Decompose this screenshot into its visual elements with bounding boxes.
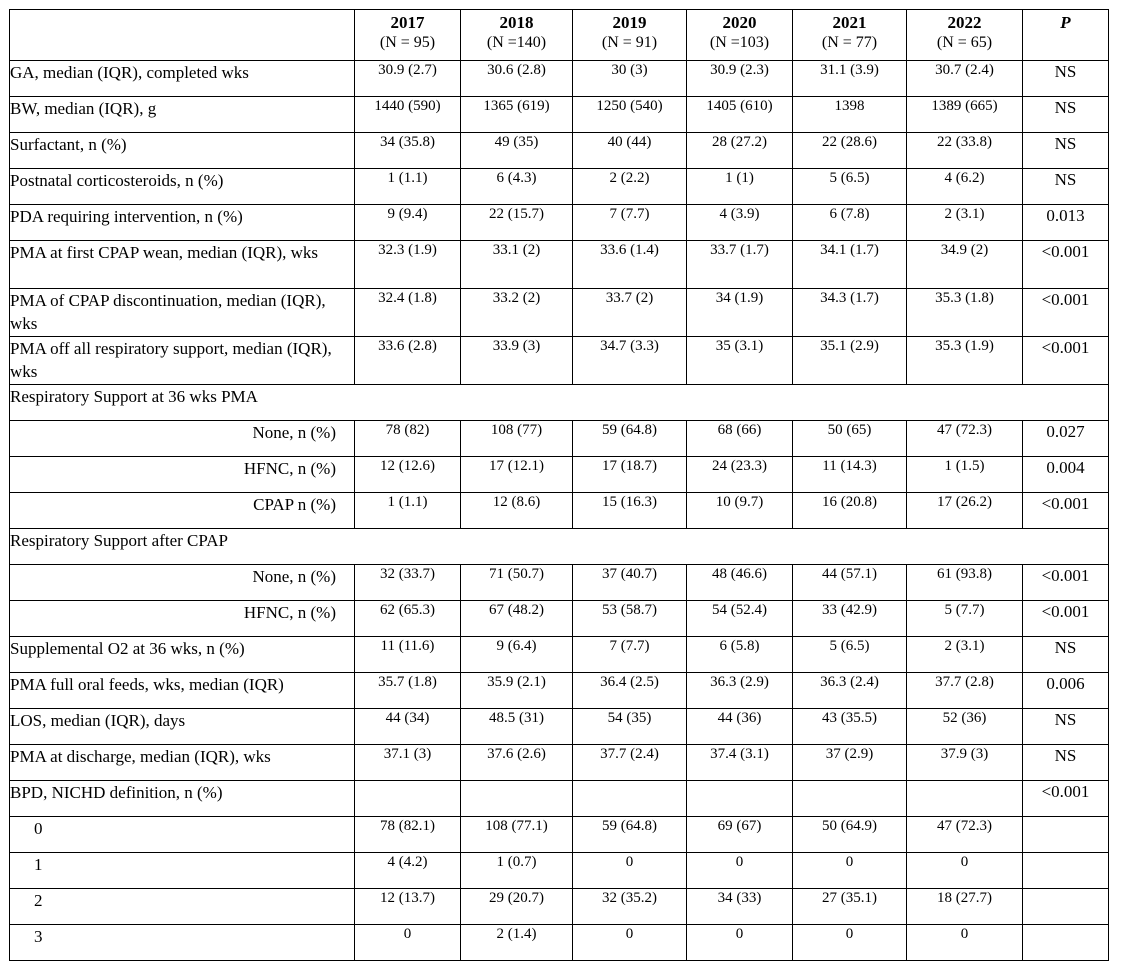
value-cell: 33.6 (1.4) bbox=[573, 241, 687, 289]
value-cell: 59 (64.8) bbox=[573, 421, 687, 457]
row-label: CPAP n (%) bbox=[10, 493, 355, 529]
year-n-label: (N = 91) bbox=[601, 34, 658, 51]
row-label: PMA full oral feeds, wks, median (IQR) bbox=[10, 673, 355, 709]
section-header-row bbox=[10, 385, 1109, 421]
table-row bbox=[10, 889, 1109, 925]
p-value-cell: NS bbox=[1023, 61, 1109, 97]
value-cell: 30.6 (2.8) bbox=[461, 61, 573, 97]
value-cell: 44 (36) bbox=[687, 709, 793, 745]
year-n-label: (N = 65) bbox=[936, 34, 993, 51]
header-year-cell bbox=[687, 10, 793, 61]
value-cell: 0 bbox=[907, 853, 1023, 889]
row-label: Postnatal corticosteroids, n (%) bbox=[10, 169, 355, 205]
value-cell: 69 (67) bbox=[687, 817, 793, 853]
p-value-cell: NS bbox=[1023, 169, 1109, 205]
value-cell: 2 (1.4) bbox=[461, 925, 573, 961]
p-value-cell: 0.027 bbox=[1023, 421, 1109, 457]
value-cell: 33.7 (1.7) bbox=[687, 241, 793, 289]
value-cell: 43 (35.5) bbox=[793, 709, 907, 745]
header-row bbox=[10, 10, 1109, 61]
value-cell: 108 (77.1) bbox=[461, 817, 573, 853]
value-cell: 4 (4.2) bbox=[355, 853, 461, 889]
value-cell: 1389 (665) bbox=[907, 97, 1023, 133]
header-p-cell bbox=[1023, 10, 1109, 61]
value-cell: 31.1 (3.9) bbox=[793, 61, 907, 97]
value-cell bbox=[461, 781, 573, 817]
value-cell: 34.1 (1.7) bbox=[793, 241, 907, 289]
value-cell: 54 (52.4) bbox=[687, 601, 793, 637]
row-label: 0 bbox=[10, 817, 355, 853]
value-cell: 0 bbox=[687, 925, 793, 961]
value-cell bbox=[573, 781, 687, 817]
value-cell: 52 (36) bbox=[907, 709, 1023, 745]
value-cell: 71 (50.7) bbox=[461, 565, 573, 601]
p-value-cell: <0.001 bbox=[1023, 241, 1109, 289]
row-label: BPD, NICHD definition, n (%) bbox=[10, 781, 355, 817]
value-cell: 36.3 (2.9) bbox=[687, 673, 793, 709]
value-cell: 30 (3) bbox=[573, 61, 687, 97]
value-cell: 47 (72.3) bbox=[907, 421, 1023, 457]
table-row bbox=[10, 709, 1109, 745]
value-cell: 4 (6.2) bbox=[907, 169, 1023, 205]
outcomes-table bbox=[9, 9, 1109, 961]
table-row bbox=[10, 205, 1109, 241]
value-cell: 22 (33.8) bbox=[907, 133, 1023, 169]
value-cell: 10 (9.7) bbox=[687, 493, 793, 529]
value-cell bbox=[687, 781, 793, 817]
row-label: LOS, median (IQR), days bbox=[10, 709, 355, 745]
table-row bbox=[10, 169, 1109, 205]
value-cell: 78 (82.1) bbox=[355, 817, 461, 853]
row-label: PMA off all respiratory support, median (IQR), wks bbox=[10, 337, 355, 385]
p-value-cell: NS bbox=[1023, 133, 1109, 169]
row-label: None, n (%) bbox=[10, 565, 355, 601]
value-cell: 0 bbox=[573, 925, 687, 961]
value-cell: 0 bbox=[907, 925, 1023, 961]
value-cell: 2 (3.1) bbox=[907, 637, 1023, 673]
table-row bbox=[10, 637, 1109, 673]
header-year-cell bbox=[461, 10, 573, 61]
value-cell: 36.4 (2.5) bbox=[573, 673, 687, 709]
value-cell: 6 (4.3) bbox=[461, 169, 573, 205]
value-cell: 108 (77) bbox=[461, 421, 573, 457]
value-cell: 32.3 (1.9) bbox=[355, 241, 461, 289]
p-value-cell bbox=[1023, 817, 1109, 853]
value-cell: 54 (35) bbox=[573, 709, 687, 745]
year-label: 2022 bbox=[947, 13, 982, 32]
value-cell: 9 (9.4) bbox=[355, 205, 461, 241]
p-value-cell: <0.001 bbox=[1023, 289, 1109, 337]
p-value-cell bbox=[1023, 853, 1109, 889]
value-cell: 37.7 (2.8) bbox=[907, 673, 1023, 709]
value-cell: 6 (5.8) bbox=[687, 637, 793, 673]
value-cell: 7 (7.7) bbox=[573, 637, 687, 673]
table-row bbox=[10, 565, 1109, 601]
value-cell: 28 (27.2) bbox=[687, 133, 793, 169]
value-cell: 12 (12.6) bbox=[355, 457, 461, 493]
value-cell: 61 (93.8) bbox=[907, 565, 1023, 601]
table-row bbox=[10, 601, 1109, 637]
value-cell: 1 (1.5) bbox=[907, 457, 1023, 493]
value-cell: 33.2 (2) bbox=[461, 289, 573, 337]
table-row bbox=[10, 673, 1109, 709]
value-cell: 0 bbox=[793, 853, 907, 889]
value-cell: 1250 (540) bbox=[573, 97, 687, 133]
row-label: PMA at first CPAP wean, median (IQR), wks bbox=[10, 241, 355, 289]
value-cell: 37.6 (2.6) bbox=[461, 745, 573, 781]
table-row bbox=[10, 289, 1109, 337]
table-row bbox=[10, 421, 1109, 457]
value-cell: 22 (28.6) bbox=[793, 133, 907, 169]
value-cell: 1405 (610) bbox=[687, 97, 793, 133]
row-label: Surfactant, n (%) bbox=[10, 133, 355, 169]
value-cell: 1440 (590) bbox=[355, 97, 461, 133]
section-label: Respiratory Support at 36 wks PMA bbox=[10, 385, 1109, 421]
value-cell: 49 (35) bbox=[461, 133, 573, 169]
value-cell: 11 (14.3) bbox=[793, 457, 907, 493]
value-cell: 44 (34) bbox=[355, 709, 461, 745]
p-value-cell: 0.013 bbox=[1023, 205, 1109, 241]
row-label: HFNC, n (%) bbox=[10, 457, 355, 493]
value-cell: 34 (1.9) bbox=[687, 289, 793, 337]
row-label: GA, median (IQR), completed wks bbox=[10, 61, 355, 97]
value-cell: 33 (42.9) bbox=[793, 601, 907, 637]
value-cell: 37 (2.9) bbox=[793, 745, 907, 781]
value-cell bbox=[907, 781, 1023, 817]
value-cell: 40 (44) bbox=[573, 133, 687, 169]
p-value-header: P bbox=[1060, 13, 1071, 32]
value-cell: 4 (3.9) bbox=[687, 205, 793, 241]
value-cell: 1 (0.7) bbox=[461, 853, 573, 889]
value-cell: 1 (1.1) bbox=[355, 493, 461, 529]
year-n-label: (N = 77) bbox=[821, 34, 878, 51]
value-cell: 29 (20.7) bbox=[461, 889, 573, 925]
value-cell: 12 (8.6) bbox=[461, 493, 573, 529]
value-cell: 48.5 (31) bbox=[461, 709, 573, 745]
value-cell: 22 (15.7) bbox=[461, 205, 573, 241]
value-cell: 5 (6.5) bbox=[793, 169, 907, 205]
row-label: BW, median (IQR), g bbox=[10, 97, 355, 133]
value-cell: 1365 (619) bbox=[461, 97, 573, 133]
table-row bbox=[10, 925, 1109, 961]
value-cell: 1 (1.1) bbox=[355, 169, 461, 205]
p-value-cell: <0.001 bbox=[1023, 601, 1109, 637]
value-cell: 0 bbox=[793, 925, 907, 961]
value-cell: 35.7 (1.8) bbox=[355, 673, 461, 709]
value-cell: 5 (7.7) bbox=[907, 601, 1023, 637]
value-cell: 2 (2.2) bbox=[573, 169, 687, 205]
value-cell: 27 (35.1) bbox=[793, 889, 907, 925]
header-year-cell bbox=[907, 10, 1023, 61]
table-row bbox=[10, 745, 1109, 781]
value-cell: 30.7 (2.4) bbox=[907, 61, 1023, 97]
value-cell: 2 (3.1) bbox=[907, 205, 1023, 241]
value-cell: 6 (7.8) bbox=[793, 205, 907, 241]
year-label: 2019 bbox=[612, 13, 647, 32]
value-cell bbox=[793, 781, 907, 817]
year-label: 2020 bbox=[722, 13, 757, 32]
row-label: 1 bbox=[10, 853, 355, 889]
row-label: PMA at discharge, median (IQR), wks bbox=[10, 745, 355, 781]
row-label: PDA requiring intervention, n (%) bbox=[10, 205, 355, 241]
value-cell: 37.9 (3) bbox=[907, 745, 1023, 781]
row-label: 3 bbox=[10, 925, 355, 961]
value-cell: 34 (35.8) bbox=[355, 133, 461, 169]
section-header-row bbox=[10, 529, 1109, 565]
year-n-label: (N =140) bbox=[486, 34, 547, 51]
value-cell: 0 bbox=[355, 925, 461, 961]
p-value-cell: NS bbox=[1023, 97, 1109, 133]
value-cell: 50 (65) bbox=[793, 421, 907, 457]
value-cell: 0 bbox=[573, 853, 687, 889]
row-label: Supplemental O2 at 36 wks, n (%) bbox=[10, 637, 355, 673]
value-cell: 37.1 (3) bbox=[355, 745, 461, 781]
header-year-cell bbox=[355, 10, 461, 61]
section-label: Respiratory Support after CPAP bbox=[10, 529, 1109, 565]
value-cell: 17 (12.1) bbox=[461, 457, 573, 493]
value-cell: 48 (46.6) bbox=[687, 565, 793, 601]
value-cell: 34.3 (1.7) bbox=[793, 289, 907, 337]
value-cell: 35.3 (1.9) bbox=[907, 337, 1023, 385]
p-value-cell: NS bbox=[1023, 709, 1109, 745]
value-cell: 34.9 (2) bbox=[907, 241, 1023, 289]
p-value-cell: <0.001 bbox=[1023, 781, 1109, 817]
value-cell: 67 (48.2) bbox=[461, 601, 573, 637]
table-row bbox=[10, 781, 1109, 817]
table-row bbox=[10, 241, 1109, 289]
header-year-cell bbox=[573, 10, 687, 61]
value-cell: 35 (3.1) bbox=[687, 337, 793, 385]
table-row bbox=[10, 493, 1109, 529]
value-cell: 36.3 (2.4) bbox=[793, 673, 907, 709]
value-cell: 12 (13.7) bbox=[355, 889, 461, 925]
value-cell: 37.4 (3.1) bbox=[687, 745, 793, 781]
value-cell: 32.4 (1.8) bbox=[355, 289, 461, 337]
value-cell: 50 (64.9) bbox=[793, 817, 907, 853]
table-row bbox=[10, 337, 1109, 385]
value-cell bbox=[355, 781, 461, 817]
value-cell: 47 (72.3) bbox=[907, 817, 1023, 853]
value-cell: 32 (33.7) bbox=[355, 565, 461, 601]
header-blank-cell bbox=[10, 10, 355, 61]
value-cell: 34.7 (3.3) bbox=[573, 337, 687, 385]
value-cell: 30.9 (2.3) bbox=[687, 61, 793, 97]
header-year-cell bbox=[793, 10, 907, 61]
p-value-cell: <0.001 bbox=[1023, 565, 1109, 601]
p-value-cell bbox=[1023, 889, 1109, 925]
value-cell: 37 (40.7) bbox=[573, 565, 687, 601]
value-cell: 7 (7.7) bbox=[573, 205, 687, 241]
value-cell: 68 (66) bbox=[687, 421, 793, 457]
value-cell: 24 (23.3) bbox=[687, 457, 793, 493]
table-row bbox=[10, 457, 1109, 493]
value-cell: 44 (57.1) bbox=[793, 565, 907, 601]
p-value-cell: 0.004 bbox=[1023, 457, 1109, 493]
value-cell: 59 (64.8) bbox=[573, 817, 687, 853]
year-label: 2018 bbox=[499, 13, 534, 32]
table-row bbox=[10, 817, 1109, 853]
value-cell: 33.6 (2.8) bbox=[355, 337, 461, 385]
value-cell: 34 (33) bbox=[687, 889, 793, 925]
row-label: HFNC, n (%) bbox=[10, 601, 355, 637]
year-label: 2017 bbox=[390, 13, 425, 32]
value-cell: 37.7 (2.4) bbox=[573, 745, 687, 781]
table-row bbox=[10, 61, 1109, 97]
row-label: PMA of CPAP discontinuation, median (IQR), wks bbox=[10, 289, 355, 337]
value-cell: 62 (65.3) bbox=[355, 601, 461, 637]
value-cell: 18 (27.7) bbox=[907, 889, 1023, 925]
p-value-cell: NS bbox=[1023, 637, 1109, 673]
value-cell: 0 bbox=[687, 853, 793, 889]
value-cell: 33.1 (2) bbox=[461, 241, 573, 289]
value-cell: 35.9 (2.1) bbox=[461, 673, 573, 709]
year-n-label: (N =103) bbox=[709, 34, 770, 51]
value-cell: 33.9 (3) bbox=[461, 337, 573, 385]
value-cell: 9 (6.4) bbox=[461, 637, 573, 673]
value-cell: 35.3 (1.8) bbox=[907, 289, 1023, 337]
value-cell: 15 (16.3) bbox=[573, 493, 687, 529]
p-value-cell: 0.006 bbox=[1023, 673, 1109, 709]
row-label: None, n (%) bbox=[10, 421, 355, 457]
value-cell: 11 (11.6) bbox=[355, 637, 461, 673]
value-cell: 30.9 (2.7) bbox=[355, 61, 461, 97]
value-cell: 32 (35.2) bbox=[573, 889, 687, 925]
p-value-cell bbox=[1023, 925, 1109, 961]
row-label: 2 bbox=[10, 889, 355, 925]
table-row bbox=[10, 133, 1109, 169]
table-row bbox=[10, 97, 1109, 133]
table-row bbox=[10, 853, 1109, 889]
value-cell: 16 (20.8) bbox=[793, 493, 907, 529]
value-cell: 1 (1) bbox=[687, 169, 793, 205]
year-n-label: (N = 95) bbox=[379, 34, 436, 51]
value-cell: 5 (6.5) bbox=[793, 637, 907, 673]
value-cell: 53 (58.7) bbox=[573, 601, 687, 637]
value-cell: 17 (26.2) bbox=[907, 493, 1023, 529]
value-cell: 1398 bbox=[793, 97, 907, 133]
year-label: 2021 bbox=[832, 13, 867, 32]
p-value-cell: <0.001 bbox=[1023, 493, 1109, 529]
value-cell: 78 (82) bbox=[355, 421, 461, 457]
value-cell: 33.7 (2) bbox=[573, 289, 687, 337]
value-cell: 35.1 (2.9) bbox=[793, 337, 907, 385]
table-container bbox=[9, 9, 1109, 961]
value-cell: 17 (18.7) bbox=[573, 457, 687, 493]
p-value-cell: NS bbox=[1023, 745, 1109, 781]
p-value-cell: <0.001 bbox=[1023, 337, 1109, 385]
